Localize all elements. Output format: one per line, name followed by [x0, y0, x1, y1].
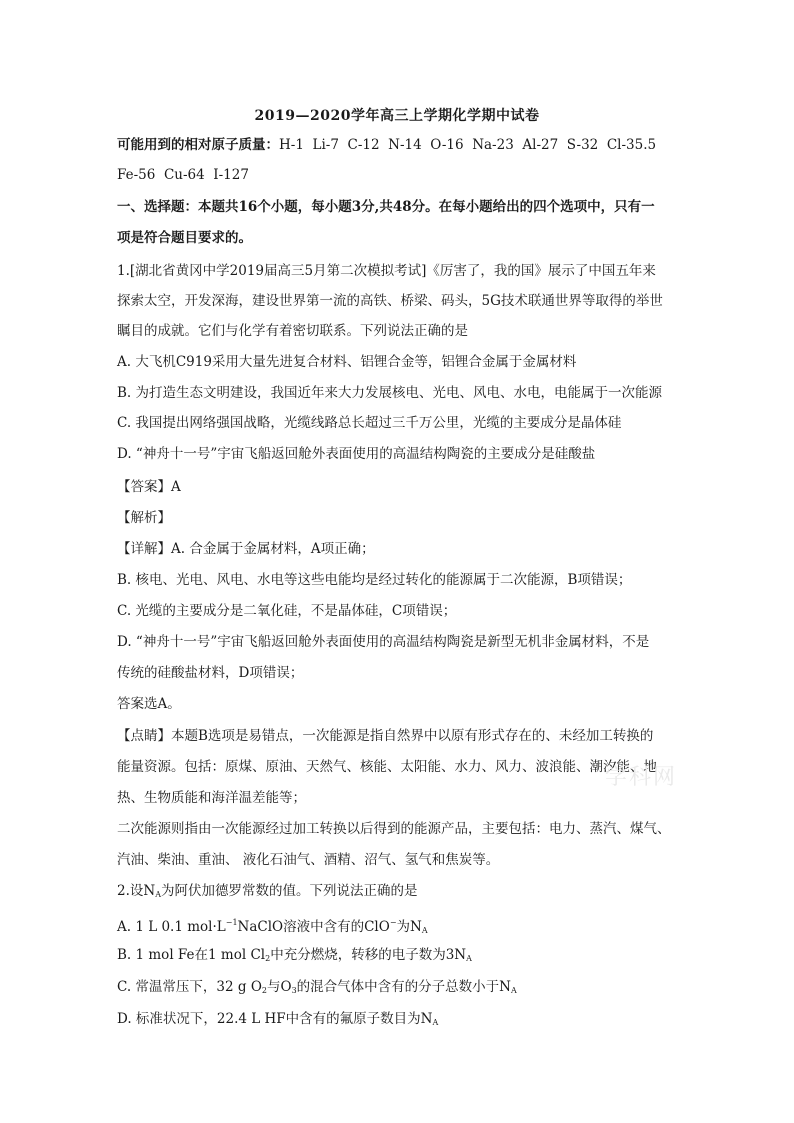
- q2-option-a-text-mid: NaClO溶液中含有的ClO: [237, 919, 390, 935]
- q2-option-d-text: D. 标准状况下，22.4 L HF中含有的氟原子数目为N: [117, 1011, 433, 1027]
- q2-option-a-text: A. 1 L 0.1 mol·L: [117, 919, 226, 935]
- q1-detail-1: 【详解】A. 合金属于金属材料，A项正确；: [117, 541, 375, 557]
- q1-detail-2: B. 核电、光电、风电、水电等这些电能均是经过转化的能源属于二次能源，B项错误；: [117, 572, 632, 588]
- watermark: 学科网: [605, 765, 678, 790]
- q1-option-d: D. “神舟十一号”宇宙飞船返回舱外表面使用的高温结构陶瓷的主要成分是硅酸盐: [117, 446, 596, 462]
- section-heading-line-2: 项是符合题目要求的。: [117, 230, 252, 246]
- q2-option-a-superscript: −1: [225, 918, 238, 927]
- q1-detail-4b: 传统的硅酸盐材料，D项错误；: [117, 665, 304, 681]
- q1-conclusion: 答案选A。: [117, 696, 181, 712]
- q2-option-c-subscript-3: A: [510, 986, 517, 995]
- page-title: 2019—2020学年高三上学期化学期中试卷: [254, 108, 540, 124]
- q2-option-c-subscript: 2: [261, 986, 267, 995]
- q2-option-b-subscript-2: A: [466, 954, 472, 963]
- atomic-masses-label: 可能用到的相对原子质量：: [117, 137, 279, 153]
- q1-option-c: C. 我国提出网络强国战略，光缆线路总长超过三千万公里，光缆的主要成分是晶体硅: [117, 415, 622, 431]
- q2-stem-subscript: A: [155, 890, 161, 899]
- atomic-masses-values-1: H-1 Li-7 C-12 N-14 O-16 Na-23 Al-27 S-32 Cl-35.5: [279, 137, 657, 153]
- q2-option-a: [117, 914, 428, 940]
- q2-stem-text-end: 为阿伏加德罗常数的值。下列说法正确的是: [160, 883, 418, 899]
- q1-stem-line-1: 1.[湖北省黄冈中学2019届高三5月第二次模拟考试]《厉害了，我的国》展示了中国五年来: [117, 263, 656, 279]
- q1-tip-4: 二次能源则指由一次能源经过加工转换以后得到的能源产品，主要包括：电力、蒸汽、煤气、: [117, 821, 671, 837]
- q1-tip-5: 汽油、柴油、重油、 液化石油气、酒精、沼气、氢气和焦炭等。: [117, 852, 500, 868]
- q1-stem-line-2: 探索太空，开发深海，建设世界第一流的高铁、桥梁、码头，5G技术联通世界等取得的举世: [117, 293, 663, 309]
- q2-option-a-text-end: 为N: [396, 919, 422, 935]
- q1-stem-line-3: 瞩目的成就。它们与化学有着密切联系。下列说法正确的是: [117, 323, 468, 339]
- section-heading-line-1: 一、选择题：本题共16个小题，每小题3分,共48分。在每小题给出的四个选项中，只有一: [117, 199, 655, 215]
- q2-option-a-superscript-2: −: [389, 918, 397, 927]
- q2-option-d-subscript: A: [432, 1018, 439, 1027]
- q1-answer: 【答案】A: [117, 479, 181, 495]
- q2-stem: [117, 882, 417, 904]
- q2-option-d: [117, 1010, 438, 1032]
- q1-analysis-header: 【解析】: [117, 510, 171, 526]
- q1-option-a: A. 大飞机C919采用大量先进复合材料、铝锂合金等，铝锂合金属于金属材料: [117, 354, 577, 370]
- q2-option-b-text-end: 中充分燃烧，转移的电子数为3N: [270, 947, 467, 963]
- q2-option-a-subscript: A: [421, 926, 428, 935]
- q1-detail-4a: D. “神舟十一号”宇宙飞船返回舱外表面使用的高温结构陶瓷是新型无机非金属材料，不是: [117, 634, 650, 650]
- q2-option-c: [117, 978, 517, 1000]
- q2-option-c-text-end: 的混合气体中含有的分子总数小于N: [296, 979, 511, 995]
- q2-option-c-text-mid: 与O: [267, 979, 292, 995]
- q1-tip-3: 热、生物质能和海洋温差能等；: [117, 790, 306, 806]
- q2-option-b: [117, 946, 472, 968]
- q2-option-c-subscript-2: 3: [291, 986, 297, 995]
- q1-detail-3: C. 光缆的主要成分是二氧化硅，不是晶体硅，C项错误；: [117, 603, 457, 619]
- atomic-masses-line-2: Fe-56 Cu-64 I-127: [117, 167, 249, 183]
- q2-option-c-text: C. 常温常压下，32 g O: [117, 979, 262, 995]
- q2-option-b-subscript: 2: [265, 954, 271, 963]
- q2-stem-text: 2.设N: [117, 883, 156, 899]
- q1-tip-2: 能量资源。包括：原煤、原油、天然气、核能、太阳能、水力、风力、波浪能、潮汐能、地: [117, 759, 657, 775]
- q2-option-b-text: B. 1 mol Fe在1 mol Cl: [117, 947, 266, 963]
- atomic-masses-line-1: [117, 136, 656, 154]
- q1-option-b: B. 为打造生态文明建设，我国近年来大力发展核电、光电、风电、水电，电能属于一次能源: [117, 385, 663, 401]
- q1-tip-1: 【点睛】本题B选项是易错点，一次能源是指自然界中以原有形式存在的、未经加工转换的: [117, 728, 654, 744]
